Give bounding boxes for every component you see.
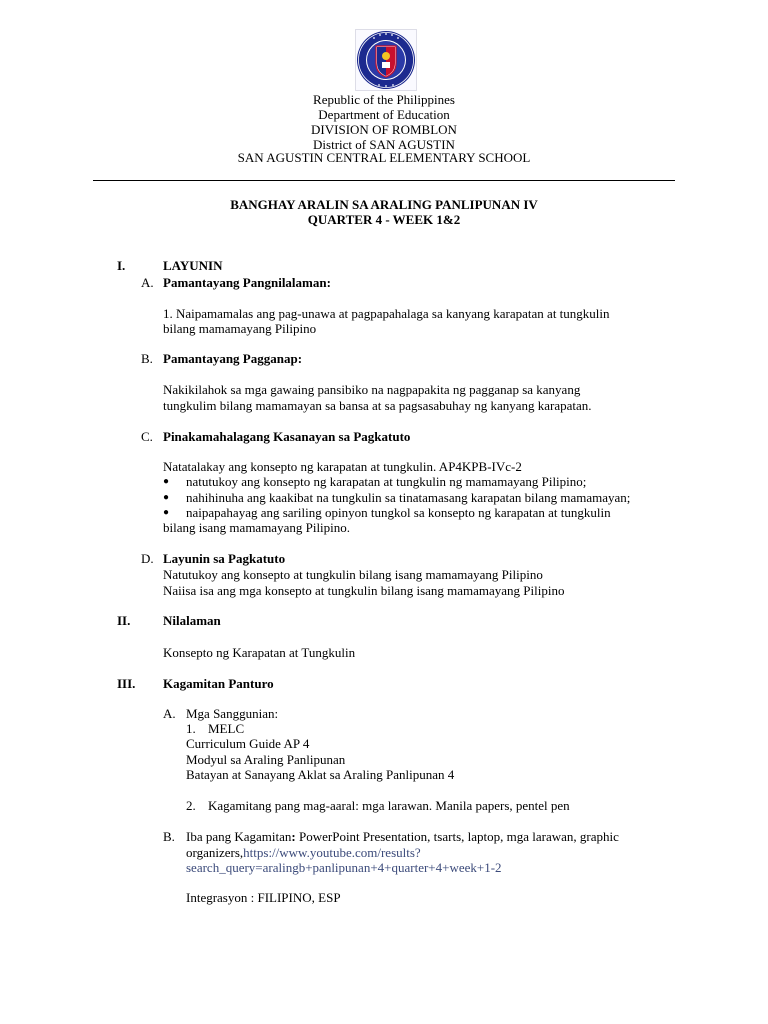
- lesson-title: BANGHAY ARALIN SA ARALING PANLIPUNAN IV: [230, 197, 538, 212]
- section1-c-letter: C.: [141, 429, 153, 444]
- section3-b-letter: B.: [163, 829, 175, 844]
- section1-b-title: Pamantayang Pagganap:: [163, 351, 303, 366]
- section1-a-title: Pamantayang Pangnilalaman:: [163, 275, 331, 290]
- header-district: District of SAN AGUSTIN: [313, 137, 455, 152]
- section2-title: Nilalaman: [163, 613, 221, 628]
- section3-b-colon: :: [291, 829, 296, 844]
- section1-d-title: Layunin sa Pagkatuto: [163, 551, 286, 566]
- youtube-link[interactable]: https://www.youtube.com/results?: [243, 845, 421, 860]
- bullet-icon: ●: [163, 507, 170, 518]
- section1-c-intro: Natatalakay ang konsepto ng karapatan at tungkulin. AP4KPB-IVc-2: [163, 459, 522, 474]
- section3-a-ref2: Modyul sa Araling Panlipunan: [186, 752, 346, 767]
- section1-a-line2: bilang mamamayang Pilipino: [163, 321, 317, 336]
- section3-b-title: Iba pang Kagamitan: [186, 829, 292, 844]
- section1-num: I.: [117, 258, 126, 273]
- section1-c-bullet1: natutukoy ang konsepto ng karapatan at tungkulin ng mamamayang Pilipino;: [186, 474, 587, 489]
- section2-body: Konsepto ng Karapatan at Tungkulin: [163, 645, 356, 660]
- header-republic: Republic of the Philippines: [313, 92, 455, 107]
- header-school: SAN AGUSTIN CENTRAL ELEMENTARY SCHOOL: [237, 150, 531, 165]
- section3-a-title: Mga Sanggunian:: [186, 706, 279, 721]
- section1-c-bullet3: naipapahayag ang sariling opinyon tungkol sa konsepto ng karapatan at tungkulin: [186, 505, 611, 520]
- section3-a-ref3: Batayan at Sanayang Aklat sa Araling Panlipunan 4: [186, 767, 455, 782]
- section3-b-line1: [186, 829, 619, 845]
- section2-num: II.: [117, 613, 131, 628]
- section1-b-line1: Nakikilahok sa mga gawaing pansibiko na nagpapakita ng pagganap sa kanyang: [163, 382, 581, 397]
- section3-a-item1-num: 1.: [186, 721, 196, 736]
- section1-c-bullet2: nahihinuha ang kaakibat na tungkulin sa tinatamasang karapatan bilang mamamayan;: [186, 490, 631, 505]
- section3-a-ref1: Curriculum Guide AP 4: [186, 736, 310, 751]
- deped-seal-logo: [355, 29, 417, 91]
- section1-c-bullet3-cont: bilang isang mamamayang Pilipino.: [163, 520, 351, 535]
- section3-a-item1: MELC: [208, 721, 245, 736]
- section3-a-letter: A.: [163, 706, 176, 721]
- header-department: Department of Education: [318, 107, 450, 122]
- section1-d-line1: Natutukoy ang konsepto at tungkulin bilang isang mamamayang Pilipino: [163, 567, 543, 582]
- integrasyon: Integrasyon : FILIPINO, ESP: [186, 890, 341, 905]
- section1-d-letter: D.: [141, 551, 154, 566]
- section1-b-line2: tungkulim bilang mamamayan sa bansa at sa pagsasabuhay ng kanyang karapatan.: [163, 398, 592, 413]
- section1-c-title: Pinakamahalagang Kasanayan sa Pagkatuto: [163, 429, 411, 444]
- section3-b-organizers: organizers,: [186, 845, 244, 860]
- section1-a-line1: 1. Naipamamalas ang pag-unawa at pagpapahalaga sa kanyang karapatan at tungkulin: [163, 306, 610, 321]
- bullet-icon: ●: [163, 476, 170, 487]
- section1-d-line2: Naiisa isa ang mga konsepto at tungkulin bilang isang mamamayang Pilipino: [163, 583, 565, 598]
- section3-a-item2: Kagamitang pang mag-aaral: mga larawan. Manila papers, pentel pen: [208, 798, 570, 813]
- section1-a-letter: A.: [141, 275, 154, 290]
- section3-a-item2-num: 2.: [186, 798, 196, 813]
- section3-title: Kagamitan Panturo: [163, 676, 274, 691]
- section1-b-letter: B.: [141, 351, 153, 366]
- header-division: DIVISION OF ROMBLON: [311, 122, 457, 137]
- bullet-icon: ●: [163, 492, 170, 503]
- youtube-link-cont[interactable]: search_query=aralingb+panlipunan+4+quarter+4+week+1-2: [186, 860, 502, 875]
- section1-title: LAYUNIN: [163, 258, 223, 273]
- section3-b-line2: [186, 845, 421, 861]
- lesson-quarter: QUARTER 4 - WEEK 1&2: [307, 212, 461, 227]
- header-divider: [93, 180, 675, 181]
- section3-num: III.: [117, 676, 136, 691]
- section3-b-text: PowerPoint Presentation, tsarts, laptop, mga larawan, graphic: [295, 829, 619, 844]
